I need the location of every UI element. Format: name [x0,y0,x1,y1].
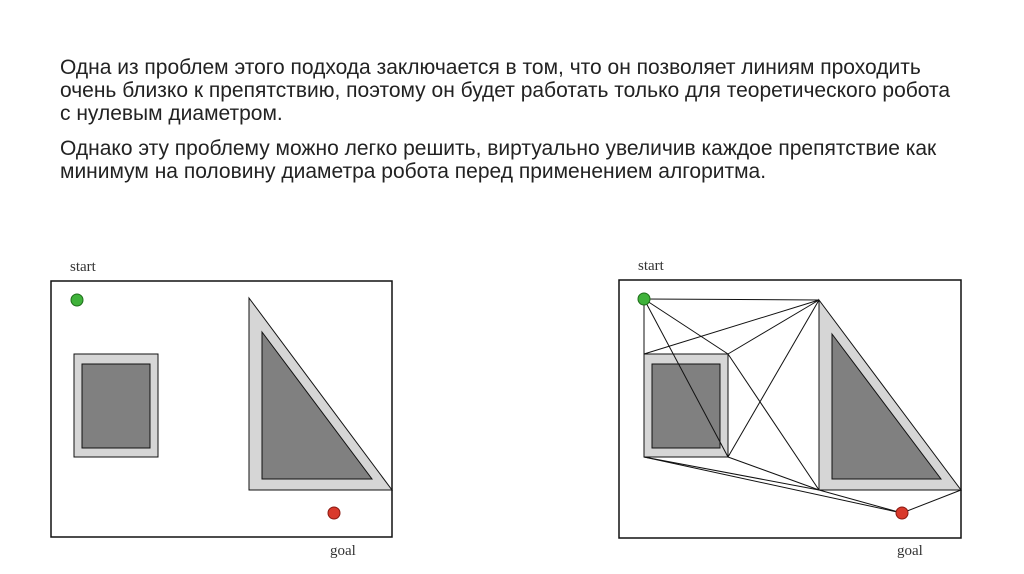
left-start-label: start [70,259,96,275]
right-visibility-graph [618,279,964,541]
left-goal-label: goal [330,543,356,559]
edge [728,300,819,354]
left-start-point [71,294,83,306]
edge [902,490,961,513]
edge [644,299,728,354]
right-start-label: start [638,258,664,274]
slide-text [60,56,960,195]
edge [728,354,819,490]
left-goal-point [328,507,340,519]
edge [644,457,819,490]
right-goal-label: goal [897,543,923,559]
right-start-point [638,293,650,305]
left-configuration-space [50,280,395,540]
right-tri-obstacle-core [832,334,941,479]
right-goal-point [896,507,908,519]
edge [644,299,819,300]
left-tri-obstacle-core [262,332,372,479]
left-rect-obstacle-core [82,364,150,448]
edge [819,490,902,513]
right-rect-obstacle-core [652,364,720,448]
paragraph-2: Однако эту проблему можно легко решить, виртуально увеличив каждое препятствие как минимум на половину диаметра робота перед применением алгоритма. [60,137,937,183]
paragraph-1: Одна из проблем этого подхода заключается в том, что он позволяет линиям проходить очень близко к препятствию, поэтому он будет работать только для теоретического робота с нулевым диаметром. [60,56,951,125]
